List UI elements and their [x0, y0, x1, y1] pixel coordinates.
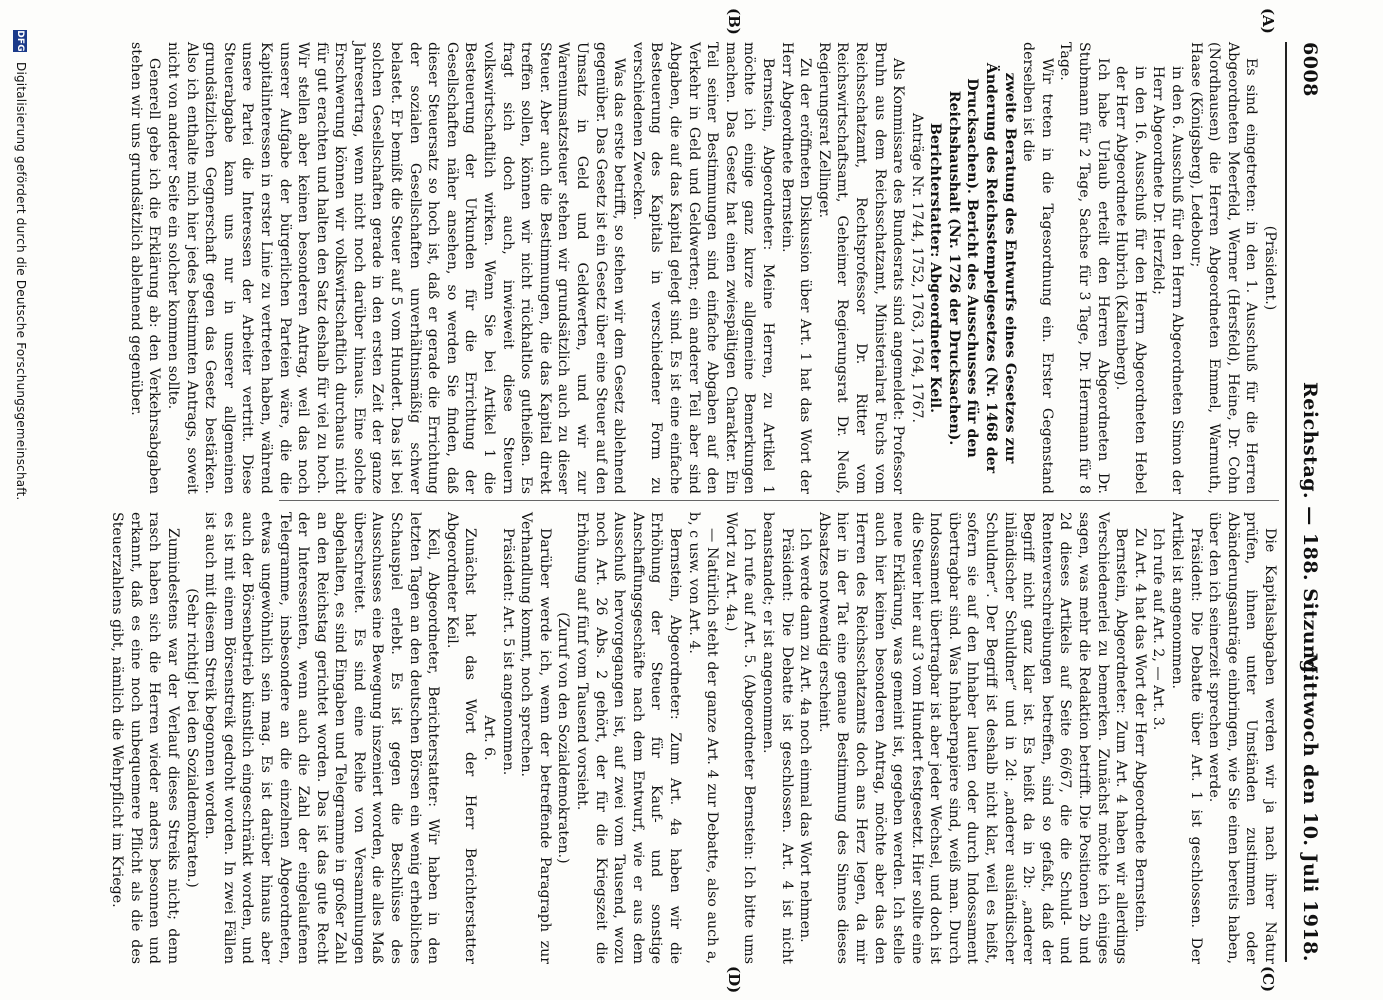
paragraph: Ich werde dann zu Art. 4a noch einmal das Wort nehmen.: [797, 528, 814, 943]
paragraph: Ich rufe auf Art. 2, — Art. 3.: [1150, 528, 1167, 731]
column-divider: [279, 500, 1279, 501]
paragraph: in den 16. Ausschuß für den Herrn Abgeordneten Hebel der Herr Abgeordnete Hubrich (Kaltenberg).: [1113, 66, 1148, 494]
page-number: 6008: [1299, 42, 1321, 97]
page-header: [1289, 42, 1323, 962]
session-date: Mittwoch den 10. Juli 1918.: [1299, 652, 1321, 962]
header-rule: [1285, 42, 1287, 962]
paragraph: Generell gebe ich die Erklärung ab: den Verkehrsabgaben stehen wir uns grundsätzlich ablehnend gegenüber.: [127, 42, 163, 494]
margin-marker-c: (C): [1259, 966, 1277, 993]
paragraph: Bernstein, Abgeordneter: Zum Art. 4a haben wir die Erhöhung der Steuer für Kauf- und sonstige Anschaffungsgeschäfte nach dem Entwurf, wie er aus dem Ausschuß hervorgegangen ist, auf zwei vom Tausend, wozu noch Art. 26 Abs. 2 gehört, der für die Kriegszeit die Erhöhung auf fünf vom Tausend vorsieht.: [574, 512, 683, 964]
paragraph: Zu Art. 4 hat das Wort der Herr Abgeordnete Bernstein.: [1131, 528, 1148, 933]
margin-marker-a: (A): [1259, 8, 1277, 34]
paragraph: — Natürlich steht der ganze Art. 4 zur Debatte, also auch a, b, c usw. von Art. 4.: [685, 512, 721, 964]
paragraph: Zu der eröffneten Diskussion über Art. 1 hat das Wort der Herr Abgeordnete Bernstein.: [778, 42, 814, 494]
margin-marker-b: (B): [725, 8, 743, 35]
paragraph: Zumindestens war der Verlauf dieses Streiks nicht; denn rasch haben sich die Herren wieder anders besonnen und erkannt, daß es eine noch unbequemere Pflicht als die des Steuerzahlens gibt, nämlich die Wehrpflicht im Kriege.: [109, 512, 181, 964]
paragraph: Präsident: Art. 5 ist angenommen.: [499, 528, 516, 776]
margin-marker-d: (D): [725, 966, 743, 994]
paragraph: Was das erste betrifft, so stehen wir dem Gesetz ablehnend gegenüber. Das Gesetz ist ein Gesetz über eine Steuer auf den Umsatz in Geld und Geldwerten, und wir zur Warenumsatzsteuer stehen wir grundsätzlich auch zu dieser Steuer. Aber auch die Bestimmungen, die das Kapital direkt treffen sollen, können wir nicht rückhaltlos gutheißen. Es fragt sich doch auch, inwieweit diese Steuern volkswirtschaftlich wirken. Wenn Sie bei Artikel 1 die Besteuerung der Urkunden für die Errichtung der Gesellschaften näher ansehen, so werden Sie finden, daß dieser Steuersatz so hoch ist, daß er gerade die Errichtung der sozialen Gesellschaften unverhältnismäßig schwer belastet. Er bemißt die Steuer auf 5 vom Hundert. Das ist bei solchen Gesellschaften gerade in den ersten Zeit der ganze Jahresertrag, wenn nicht noch darüber hinaus. Eine solche Erschwerung können wir volkswirtschaftlich durchaus nicht für gut erachten und halten den Satz deshalb für viel zu hoch. Wir stellen aber keinen besonderen Antrag, weil das noch unserer Aufgabe der bürgerlichen Parteien wäre, die die Kapitalinteressen in erster Linie zu vertreten haben, während unsere Partei die Interessen der Arbeiter vertritt. Diese Steuerabgabe kann uns nur in unserer allgemeinen grundsätzlichen Gegnerschaft gegen das Gesetz bestärken. Also ich enthalte mich hier jedes bestimmten Antrags, soweit nicht von anderer Seite ein solcher kommen sollte.: [164, 42, 628, 494]
page-footer: [6, 30, 28, 970]
paragraph: Darüber werde ich, wenn der betreffende Paragraph zur Verhandlung kommt, noch sprechen.: [518, 512, 553, 964]
interjection: (Zuruf von den Sozialdemokraten.): [555, 612, 572, 864]
paragraph: in den 6. Ausschuß für den Herrn Abgeordneten Simon der Herr Abgeordnete Dr. Herzfeld;: [1150, 66, 1186, 494]
paragraph: Präsident: Die Debatte über Art. 1 ist geschlossen. Der Artikel ist angenommen.: [1169, 512, 1204, 964]
paragraph: Art. 6.: [481, 715, 498, 761]
paragraph: Bernstein, Abgeordneter: Meine Herren, zu Artikel 1 möchte ich einige ganz kurze allgemeine Bemerkungen machen. Das Gesetz hat einen zwiespältigen Charakter. Ein Teil seiner Bestimmungen sind einfache Abgaben auf den Verkehr in Geld und Geldwerten; ein anderer Teil aber sind Abgaben, die auf das Kapital gelegt sind. Es ist eine einfache Besteuerung des Kapitals in verschiedener Form zu verschiedenen Zwecken.: [629, 42, 776, 494]
paragraph: (Präsident.): [1262, 225, 1278, 311]
left-column: [126, 42, 1279, 494]
session-title: Reichstag. — 188. Sitzung.: [1299, 382, 1321, 681]
paragraph: Als Kommissare des Bundesrats sind angemeldet: Professor Bruhn aus dem Reichsschatzamt, Ministerialrat Fuchs vom Reichsschatzamt, Rechtsprofessor Dr. Ritter vom Reichswirtschaftsamt, Geheimer Regierungsrat Dr. Neuß, Regierungsrat Zellinger.: [815, 42, 907, 494]
right-column: [108, 512, 1279, 964]
agenda-item: zweite Beratung des Entwurfs eines Gesetzes zur Änderung des Reichsstempelgesetzes (Nr. 1468 der Drucksachen). Bericht des Ausschusses für den Reichshaushalt (Nr. 1726 der Drucksachen). Berichterstatter: Abgeordneter Keil.: [927, 62, 1018, 474]
paragraph: Ich rufe auf Art. 5. (Abgeordneter Bernstein: Ich bitte ums Wort zu Art. 4a.): [722, 512, 758, 964]
paragraph: Ich habe Urlaub erteilt den Herren Abgeordneten Dr. Stubmann für 2 Tage, Sachse für 3 Tage, Dr. Herrmann für 8 Tage.: [1057, 42, 1111, 494]
paragraph: Bernstein, Abgeordneter: Zum Art. 4 haben wir allerdings Verschiedenerlei zu bemerken. Zunächst möchte ich einiges sagen, was mehr die Redaktion betrifft. Die Positionen 2b und 2d dieses Artikels auf Seite 66/67, die die Schuld- und Rentenverschreibungen betreffen, sind so gefaßt, daß der Begriff nicht ganz klar ist. Es heißt da in 2b: „anderer inländischer Schuldner“ und in 2d: „anderer ausländischer Schuldner“. Der Begriff ist deshalb nicht klar, weil es heißt, sofern sie auf den Inhaber lauten oder durch Indossament übertragbar sind. Was Inhaberpapiere sind, weiß man. Durch Indossament übertragbar ist aber jeder Wechsel, und doch ist die Steuer hier auf 3 vom Hundert festgesetzt. Hier sollte eine neue Erklärung, was gemeint ist, gegeben werden. Ich stelle auch hier keinen besonderen Antrag, möchte aber das den Herren des Reichsschatzamts doch ans Herz legen, da mir hier in der Tat eine genaue Bestimmung des Sinnes dieses Absatzes notwendig erscheint.: [815, 512, 1130, 964]
paragraph: Zunächst hat das Wort der Herr Berichterstatter Abgeordneter Keil.: [443, 512, 479, 964]
dfg-logo: DFG: [15, 30, 26, 52]
paragraph: Es sind eingetreten: in den 1. Ausschuß für die Herren Abgeordneten Meerfeld, Werner (Hersfeld), Heine, Dr. Cohn (Nordhausen) die Herren Abgeordneten Emmel, Warmuth, Haase (Königsberg), Ledebour;: [1187, 42, 1260, 494]
paragraph: Die Kapitalsabgaben werden wir ja nach ihrer Natur prüfen, ihnen unter Umständen zustimmen oder Abänderungsanträge einbringen, wie Sie einen bereits haben, über den ich seinerzeit sprechen werde.: [1206, 512, 1278, 964]
interjection: (Sehr richtig! bei den Sozialdemokraten.): [183, 588, 200, 888]
funding-note: Digitalisierung gefördert durch die Deutsche Forschungsgemeinschaft.: [14, 62, 28, 501]
paragraph: Wir treten in die Tagesordnung ein. Erster Gegenstand derselben ist die: [1020, 42, 1055, 494]
paragraph: Anträge Nr. 1744, 1752, 1763, 1764, 1767.: [908, 112, 925, 424]
paragraph: Präsident: Die Debatte ist geschlossen. Art. 4 ist nicht beanstandet; er ist angenommen.: [759, 512, 795, 964]
paragraph: Keil, Abgeordneter, Berichterstatter: Wir haben in den letzten Tagen an den deutschen Börsen ein wenig erhebliches Schauspiel erlebt. Es ist gegen die Beschlüsse des Ausschusses eine Bewegung inszeniert worden, die alles Maß überschreitet. Es sind eine Reihe von Versammlungen abgehalten, es sind Eingaben und Telegramme in großer Zahl an den Reichstag gerichtet worden. Das ist das gute Recht der Interessenten, wenn auch die Zahl der eingelaufenen Telegramme, insbesondere an die einzelnen Abgeordneten, etwas ungewöhnlich sein mag. Es ist darüber hinaus aber auch der Börsenbetrieb künstlich eingeschränkt worden, und es ist mit einem Börsenstreik gedroht worden. In zwei Fällen ist auch mit diesem Streik begonnen worden.: [202, 512, 442, 964]
